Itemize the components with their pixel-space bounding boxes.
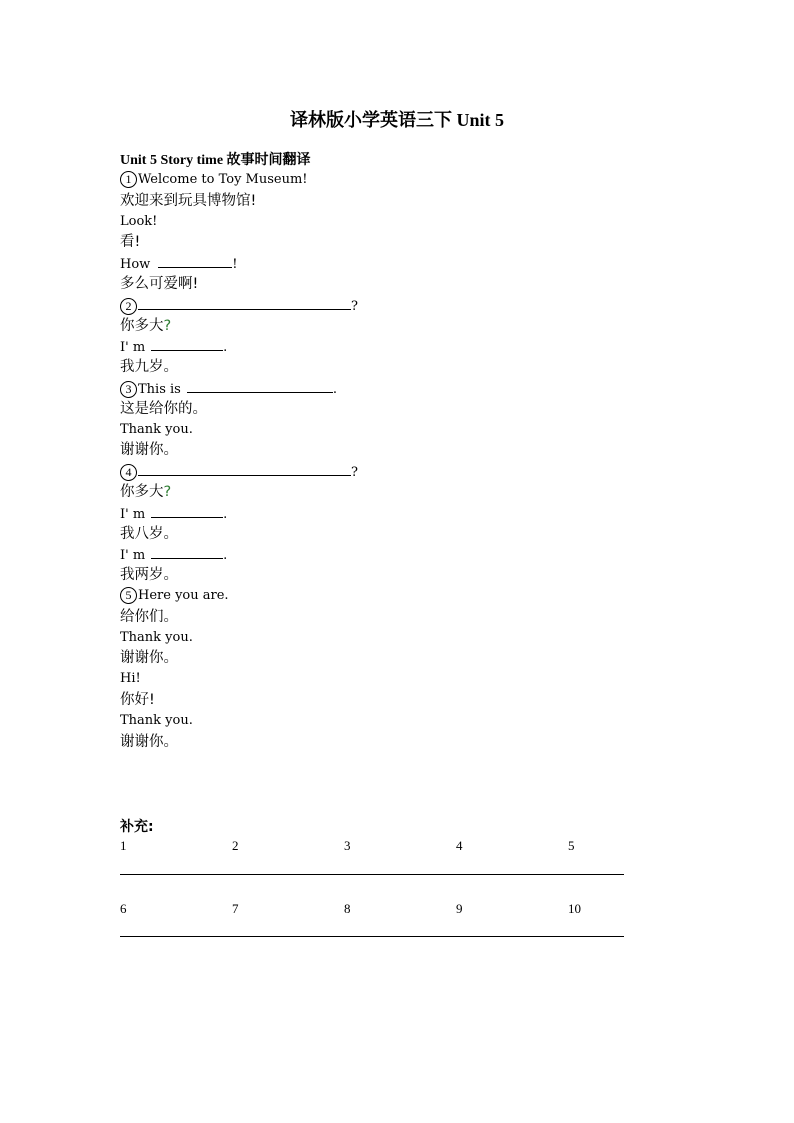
line-zh: 我两岁。 [120, 567, 178, 584]
line-suffix: ? [351, 465, 358, 481]
answer-blank[interactable] [138, 295, 351, 310]
line-fill-blank [120, 253, 358, 274]
line-en: Thank you. [120, 712, 193, 728]
line-suffix: . [223, 340, 228, 356]
line-prefix: I' m [120, 506, 146, 522]
story-lines [120, 170, 358, 752]
line-zh: 谢谢你。 [120, 650, 178, 667]
line-fill-blank [120, 503, 358, 524]
question-mark: ? [163, 317, 172, 334]
line-suffix: ? [351, 298, 358, 314]
line-fill-blank [120, 336, 358, 357]
line-zh: 欢迎来到玩具博物馆! [120, 192, 257, 209]
blank-number: 1 [120, 838, 127, 853]
section-heading: Unit 5 Story time 故事时间翻译 [120, 153, 311, 168]
line-zh: 多么可爱啊! [120, 275, 199, 292]
line-zh: 谢谢你。 [120, 733, 178, 750]
supplement-label: 补充: [120, 819, 154, 835]
line-prefix: How [120, 257, 151, 273]
line-en-1 [120, 170, 358, 191]
line-suffix: ! [232, 257, 238, 273]
line-zh: 这是给你的。 [120, 400, 207, 417]
circled-number: 1 [120, 171, 137, 188]
line-text: 你多大 [120, 317, 164, 334]
blank-number: 2 [232, 838, 239, 853]
line-prefix: I' m [120, 340, 146, 356]
line-prefix: This is [138, 381, 181, 397]
line-text: 你多大 [120, 483, 164, 500]
blank-number: 7 [232, 901, 239, 916]
answer-blank[interactable] [158, 253, 232, 268]
line-zh: 我九岁。 [120, 359, 178, 376]
line-fill-blank [120, 461, 358, 482]
line-suffix: . [332, 381, 337, 397]
line-text: Welcome to Toy Museum! [138, 172, 308, 187]
blank-number: 5 [568, 838, 575, 853]
answer-blank[interactable] [151, 503, 223, 518]
line-zh: 看! [120, 234, 141, 251]
line-zh: 你好! [120, 691, 155, 708]
line-text: Here you are. [138, 587, 229, 603]
circled-number: 4 [120, 464, 137, 481]
blank-number: 3 [344, 838, 351, 853]
line-zh [120, 482, 358, 503]
supplement-row-1 [120, 838, 624, 858]
blank-number: 10 [568, 901, 581, 916]
line-fill-blank [120, 544, 358, 565]
line-en: Thank you. [120, 629, 193, 645]
answer-blank[interactable] [151, 336, 223, 351]
answer-line-1[interactable] [120, 874, 624, 875]
circled-number: 2 [120, 298, 137, 315]
blank-number: 6 [120, 901, 127, 916]
line-fill-blank [120, 295, 358, 316]
line-suffix: . [223, 506, 228, 522]
line-en-5 [120, 586, 358, 607]
blank-number: 9 [456, 901, 463, 916]
line-zh: 谢谢你。 [120, 442, 178, 459]
answer-blank[interactable] [151, 544, 223, 559]
line-prefix: I' m [120, 548, 146, 564]
line-en: Thank you. [120, 421, 193, 437]
answer-line-2[interactable] [120, 936, 624, 937]
blank-number: 4 [456, 838, 463, 853]
line-zh: 我八岁。 [120, 525, 178, 542]
supplement-row-2 [120, 901, 624, 921]
line-zh: 给你们。 [120, 608, 178, 625]
line-en: Look! [120, 213, 158, 229]
answer-blank[interactable] [138, 461, 351, 476]
page-title: 译林版小学英语三下 Unit 5 [289, 110, 504, 130]
line-suffix: . [223, 548, 228, 564]
circled-number: 3 [120, 381, 137, 398]
line-en: Hi! [120, 671, 141, 687]
question-mark: ? [163, 483, 172, 500]
line-zh [120, 316, 358, 337]
blank-number: 8 [344, 901, 351, 916]
answer-blank[interactable] [187, 378, 333, 393]
circled-number: 5 [120, 587, 137, 604]
line-fill-blank [120, 378, 358, 399]
